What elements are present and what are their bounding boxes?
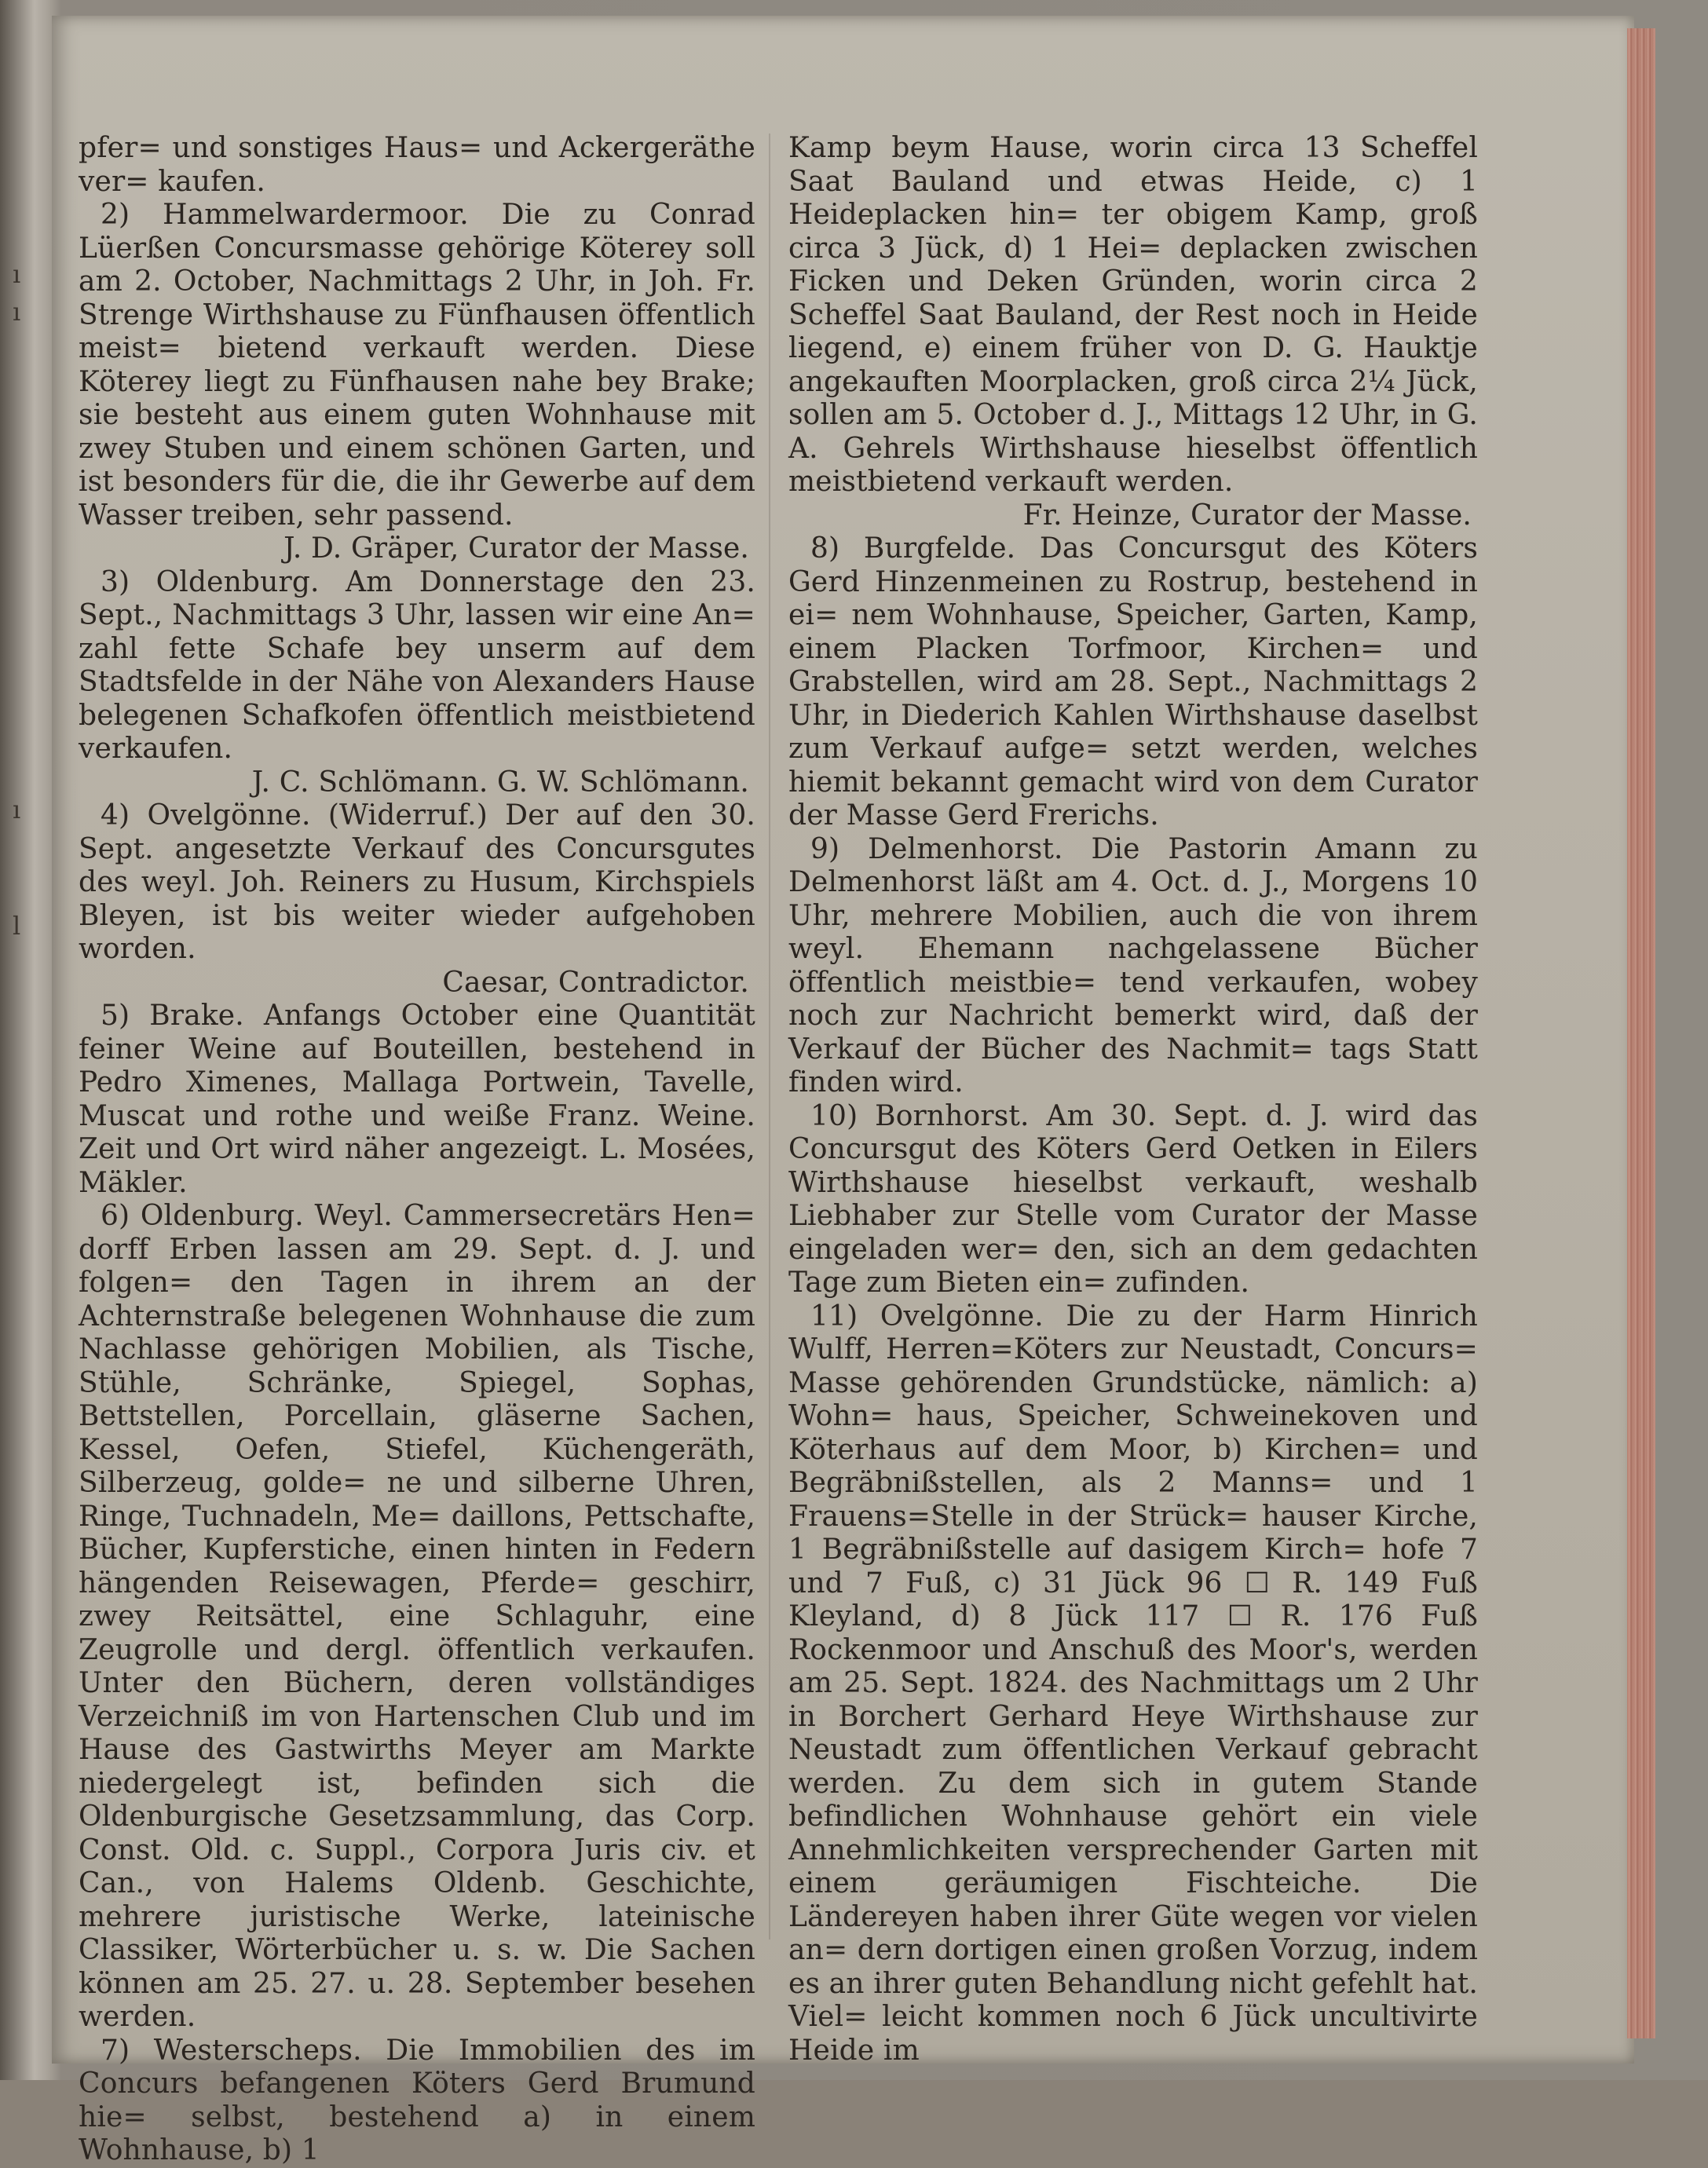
page-edge bbox=[1627, 28, 1655, 2038]
notice-brake-wines: 5) Brake. Anfangs October eine Quantität feiner Weine auf Bouteillen, bestehend in Pedro Ximenes, Mallaga Portwein, Tavelle, Muscat und rothe und weiße Franz. Weine. Zeit und Ort wird näher angezeigt. L. Mosées, Mäkler. bbox=[79, 1000, 755, 1199]
right-column bbox=[788, 132, 1478, 2067]
notice-westerscheps: 7) Westerscheps. Die Immobilien des im Concurs befangenen Köters Gerd Brumund hie= selbst, bestehend a) in einem Wohnhause, b) 1 bbox=[79, 2034, 755, 2166]
gutter-mark: ı bbox=[13, 259, 21, 289]
notice-hammelwardermoor: 2) Hammelwardermoor. Die zu Conrad Lüerßen Concursmasse gehörige Köterey soll am 2. October, Nachmittags 2 Uhr, in Joh. Fr. Strenge Wirthshause zu Fünfhausen öffentlich meist= bietend verkauft werden. Diese Köterey liegt zu Fünfhausen nahe bey Brake; sie besteht aus einem guten Wohnhause mit zwey Stuben und einem schönen Garten, und ist besonders für die, die ihr Gewerbe auf dem Wasser treiben, sehr passend. bbox=[79, 199, 755, 532]
notice-ovelgoenne-wulff: 11) Ovelgönne. Die zu der Harm Hinrich Wulff, Herren=Köters zur Neustadt, Concurs= Masse gehörenden Grundstücke, nämlich: a) Wohn= haus, Speicher, Schweinekoven und Köterhaus auf dem Moor, b) Kirchen= und Begräbnißstellen, als 2 Manns= und 1 Frauens=Stelle in der Strück= hauser Kirche, 1 Begräbnißstelle auf dasigem Kirch= hofe 7 und 7 Fuß, c) 31 Jück 96 ☐ R. 149 Fuß Kleyland, d) 8 Jück 117 ☐ R. 176 Fuß Rockenmoor und Anschuß des Moor's, werden am 25. Sept. 1824. des Nachmittags um 2 Uhr in Borchert Gerhard Heye Wirthshause zur Neustadt zum öffentlichen Verkauf gebracht werden. Zu dem sich in gutem Stande befindlichen Wohnhause gehört ein viele Annehmlichkeiten versprechender Garten mit einem geräumigen Fischteiche. Die Ländereyen haben ihrer Güte wegen vor vielen an= dern dortigen einen großen Vorzug, indem es an ihrer guten Behandlung nicht gefehlt hat. Viel= leicht kommen noch 6 Jück uncultivirte Heide im bbox=[788, 1300, 1478, 2067]
notice-ovelgoenne-widerruf: 4) Ovelgönne. (Widerruf.) Der auf den 30. Sept. angesetzte Verkauf des Concursgutes des weyl. Joh. Reiners zu Husum, Kirchspiels Bleyen, ist bis weiter wieder aufgehoben worden. bbox=[79, 799, 755, 965]
notice-oldenburg-hendorff: 6) Oldenburg. Weyl. Cammersecretärs Hen= dorff Erben lassen am 29. Sept. d. J. und folgen= den Tagen in ihrem an der Achternstraße belegenen Wohnhause die zum Nachlasse gehörigen Mobilien, als Tische, Stühle, Schränke, Spiegel, Sophas, Bettstellen, Porcellain, gläserne Sachen, Kessel, Oefen, Stiefel, Küchengeräth, Silberzeug, golde= ne und silberne Uhren, Ringe, Tuchnadeln, Me= daillons, Pettschafte, Bücher, Kupferstiche, einen hinten in Federn hängenden Reisewagen, Pferde= geschirr, zwey Reitsättel, eine Schlaguhr, eine Zeugrolle und dergl. öffentlich verkaufen. Unter den Büchern, deren vollständiges Verzeichniß im von Hartenschen Club und im Hause des Gastwirths Meyer am Markte niedergelegt ist, befinden sich die Oldenburgische Gesetzsammlung, das Corp. Const. Old. c. Suppl., Corpora Juris civ. et Can., von Halems Oldenb. Geschichte, mehrere juristische Werke, lateinische Classiker, Wörterbücher u. s. w. Die Sachen können am 25. 27. u. 28. September besehen werden. bbox=[79, 1200, 755, 2033]
signature-graeper: J. D. Gräper, Curator der Masse. bbox=[283, 532, 749, 565]
signature-schloemann: J. C. Schlömann. G. W. Schlömann. bbox=[251, 766, 749, 799]
column-divider bbox=[769, 133, 770, 1940]
notice-burgfelde: 8) Burgfelde. Das Concursgut des Köters Gerd Hinzenmeinen zu Rostrup, bestehend in ei= nem Wohnhause, Speicher, Garten, Kamp, einem Placken Torfmoor, Kirchen= und Grabstellen, wird am 28. Sept., Nachmittags 2 Uhr, in Diederich Kahlen Wirthshause daselbst zum Verkauf aufge= setzt werden, welches hiemit bekannt gemacht wird von dem Curator der Masse Gerd Frerichs. bbox=[788, 532, 1478, 832]
notice-delmenhorst: 9) Delmenhorst. Die Pastorin Amann zu Delmenhorst läßt am 4. Oct. d. J., Morgens 10 Uhr, mehrere Mobilien, auch die von ihrem weyl. Ehemann nachgelassene Bücher öffentlich meistbie= tend verkaufen, wobey noch zur Nachricht bemerkt wird, daß der Verkauf der Bücher des Nachmit= tags Statt finden wird. bbox=[788, 832, 1478, 1099]
gutter-mark: l bbox=[13, 911, 21, 941]
gutter-mark: ı bbox=[13, 297, 21, 327]
gutter-mark: ı bbox=[13, 795, 21, 824]
notice-oldenburg-sheep: 3) Oldenburg. Am Donnerstage den 23. Sept., Nachmittags 3 Uhr, lassen wir eine An= zahl fette Schafe bey unserm auf dem Stadtsfelde in der Nähe von Alexanders Hause belegenen Schafkofen öffentlich meistbietend verkaufen. bbox=[79, 565, 755, 765]
notice-bornhorst: 10) Bornhorst. Am 30. Sept. d. J. wird das Concursgut des Köters Gerd Oetken in Eilers Wirthshause hieselbst verkauft, weshalb Liebhaber zur Stelle vom Curator der Masse eingeladen wer= den, sich an dem gedachten Tage zum Bieten ein= zufinden. bbox=[788, 1099, 1478, 1299]
previous-page-gutter bbox=[5, 0, 36, 2080]
notice-westerscheps-continued: Kamp beym Hause, worin circa 13 Scheffel Saat Bauland und etwas Heide, c) 1 Heideplacken hin= ter obigem Kamp, groß circa 3 Jück, d) 1 Hei= deplacken zwischen Ficken und Deken Gründen, worin circa 2 Scheffel Saat Bauland, der Rest noch in Heide liegend, e) einem früher von D. G. Hauktje angekauften Moorplacken, groß circa 2¼ Jück, sollen am 5. October d. J., Mittags 12 Uhr, in G. A. Gehrels Wirthshause hieselbst öffentlich meistbietend verkauft werden. bbox=[788, 132, 1478, 498]
left-column bbox=[79, 132, 755, 2168]
signature-heinze: Fr. Heinze, Curator der Masse. bbox=[1022, 499, 1472, 532]
signature-caesar: Caesar, Contradictor. bbox=[442, 966, 749, 999]
notice-continuation: pfer= und sonstiges Haus= und Ackergeräthe ver= kaufen. bbox=[79, 132, 755, 198]
